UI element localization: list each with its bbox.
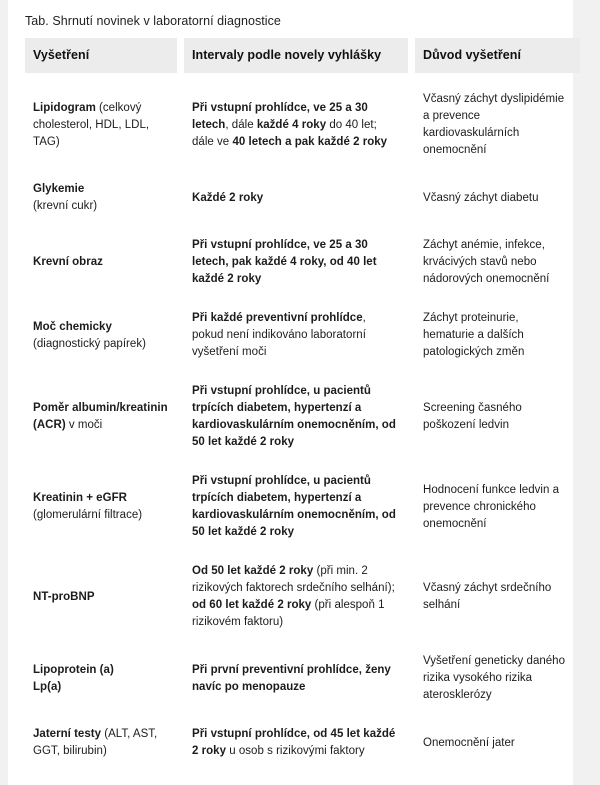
table-row	[25, 226, 580, 299]
cell-examination	[25, 462, 177, 552]
table-row	[25, 715, 580, 771]
cell-reason	[415, 372, 580, 462]
examination-text: Glykemie (krevní cukr)	[33, 183, 98, 212]
cell-reason	[415, 226, 580, 299]
cell-examination	[25, 552, 177, 642]
examination-text: Krevní obraz	[33, 256, 103, 268]
cell-reason	[415, 552, 580, 642]
cell-interval	[184, 372, 408, 462]
cell-interval	[184, 299, 408, 372]
table-card	[8, 0, 573, 785]
examination-text: Lipidogram (celkový cholesterol, HDL, LDL, TAG)	[33, 101, 150, 148]
interval-text: Při vstupní prohlídce, u pacientů trpících diabetem, hypertenzí a kardiovaskulárním onemocněním, od 50 let každé 2 roky	[192, 475, 396, 538]
cell-examination	[25, 299, 177, 372]
interval-text: Při vstupní prohlídce, u pacientů trpících diabetem, hypertenzí a kardiovaskulárním onemocněním, od 50 let každé 2 roky	[192, 385, 396, 448]
examination-text: Poměr albumin/kreatinin (ACR) v moči	[33, 402, 168, 431]
spacer-cell	[25, 73, 580, 80]
cell-examination	[25, 372, 177, 462]
cell-examination	[25, 170, 177, 226]
interval-text: Od 50 let každé 2 roky (při min. 2 rizikových faktorech srdečního selhání); od 60 let každé 2 roky (při alespoň 1 rizikovém faktoru)	[192, 565, 395, 628]
examination-text: Jaterní testy (ALT, AST, GGT, bilirubin)	[33, 728, 158, 757]
interval-text: Při každé preventivní prohlídce, pokud není indikováno laboratorní vyšetření moči	[192, 312, 366, 358]
cell-reason	[415, 170, 580, 226]
table-row	[25, 552, 580, 642]
interval-text: Každé 2 roky	[192, 191, 264, 204]
cell-examination	[25, 80, 177, 170]
cell-reason	[415, 299, 580, 372]
table-row	[25, 299, 580, 372]
table-row	[25, 80, 580, 170]
table-row	[25, 372, 580, 462]
table-row	[25, 170, 580, 226]
reason-text: Včasný záchyt srdečního selhání	[423, 582, 552, 611]
reason-text: Screening časného poškození ledvin	[423, 402, 522, 431]
cell-reason	[415, 642, 580, 715]
examination-text: NT-proBNP	[33, 590, 95, 603]
examination-text: Lipoprotein (a) Lp(a)	[33, 663, 114, 693]
reason-text: Záchyt anémie, infekce, krvácivých stavů nebo nádorových onemocnění	[423, 239, 550, 285]
cell-interval	[184, 552, 408, 642]
interval-text: Při vstupní prohlídce, ve 25 a 30 letech, dále každé 4 roky do 40 let; dále ve 40 letech a pak každé 2 roky	[192, 101, 388, 148]
cell-interval	[184, 462, 408, 552]
cell-examination	[25, 642, 177, 715]
table-row	[25, 642, 580, 715]
reason-text: Záchyt proteinurie, hematurie a dalších patologických změn	[423, 312, 525, 358]
reason-text: Hodnocení funkce ledvin a prevence chronického onemocnění	[423, 483, 560, 530]
column-header-exam: Vyšetření	[25, 38, 177, 73]
cell-interval	[184, 715, 408, 771]
reason-text: Onemocnění jater	[423, 736, 515, 749]
table-body	[25, 73, 580, 771]
table-caption: Tab. Shrnutí novinek v laboratorní diagnostice	[25, 14, 281, 28]
cell-interval	[184, 80, 408, 170]
interval-text: Při první preventivní prohlídce, ženy navíc po menopauze	[192, 663, 391, 693]
column-header-reason: Důvod vyšetření	[415, 38, 580, 73]
cell-reason	[415, 462, 580, 552]
interval-text: Při vstupní prohlídce, od 45 let každé 2 roky u osob s rizikovými faktory	[192, 728, 396, 757]
column-header-intervals: Intervaly podle novely vyhlášky	[184, 38, 408, 73]
examination-text: Kreatinin + eGFR (glomerulární filtrace)	[33, 492, 143, 521]
interval-text: Při vstupní prohlídce, ve 25 a 30 letech, pak každé 4 roky, od 40 let každé 2 roky	[192, 239, 377, 285]
cell-interval	[184, 170, 408, 226]
cell-reason	[415, 715, 580, 771]
table-row	[25, 462, 580, 552]
lab-diagnostics-table	[18, 38, 587, 771]
cell-interval	[184, 642, 408, 715]
reason-text: Vyšetření geneticky daného rizika vysokého rizika aterosklerózy	[423, 655, 566, 701]
table-header	[25, 38, 580, 73]
cell-interval	[184, 226, 408, 299]
reason-text: Včasný záchyt diabetu	[423, 191, 539, 204]
header-body-spacer	[25, 73, 580, 80]
examination-text: Moč chemicky (diagnostický papírek)	[33, 320, 146, 350]
reason-text: Včasný záchyt dyslipidémie a prevence kardiovaskulárních onemocnění	[423, 93, 565, 156]
cell-examination	[25, 715, 177, 771]
header-row	[25, 38, 580, 73]
cell-examination	[25, 226, 177, 299]
cell-reason	[415, 80, 580, 170]
